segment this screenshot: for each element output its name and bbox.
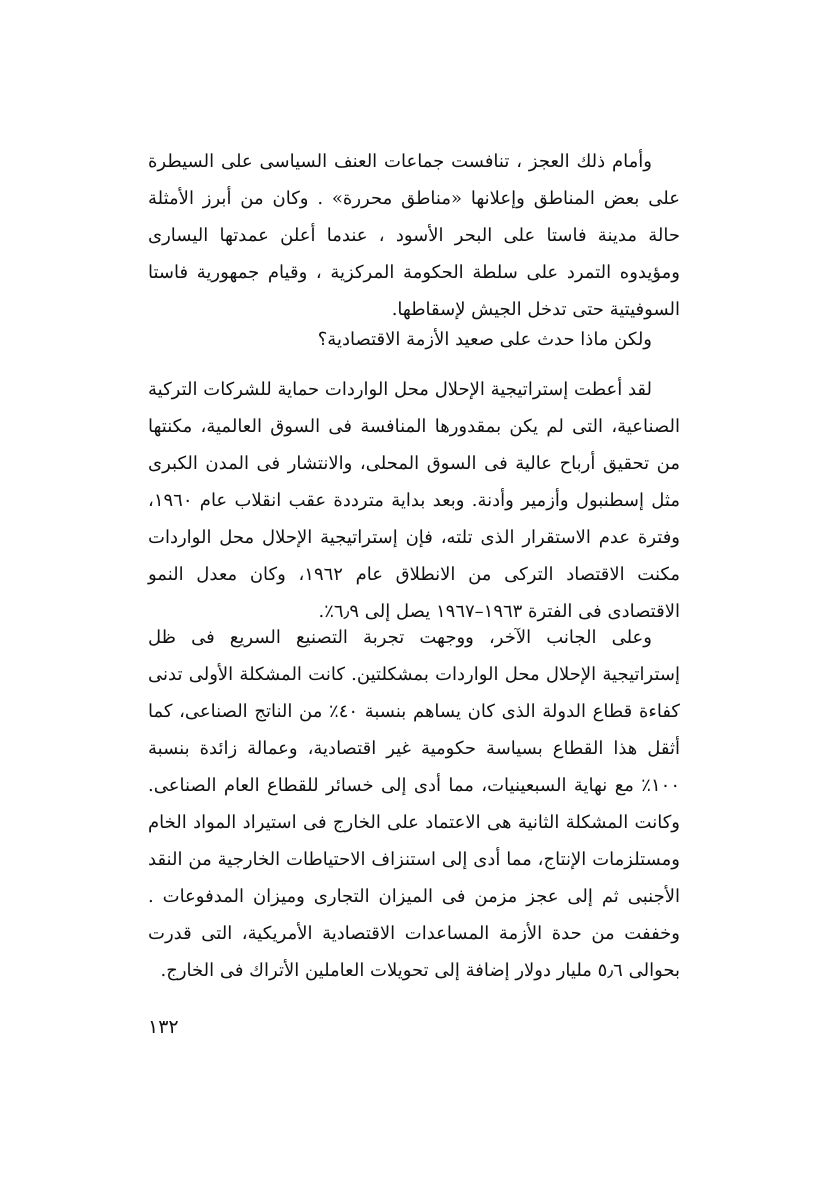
paragraph-violence-groups [148,143,680,328]
paragraph-text: ولكن ماذا حدث على صعيد الأزمة الاقتصادية؟ [317,329,652,350]
paragraph-import-substitution [148,371,680,630]
paragraph-text: وعلى الجانب الآخر، ووجهت تجربة التصنيع السريع فى ظل إستراتيجية الإحلال محل الواردات بمشكلتين. كانت المشكلة الأولى تدنى كفاءة قطاع الدولة الذى كان يساهم بنسبة ٤٠٪ من الناتج الصناعى، كما أثقل هذا القطاع بسياسة حكومية غير اقتصادية، وعمالة زائدة بنسبة ١٠٠٪ مع نهاية السبعينيات، مما أدى إلى خسائر للقطاع العام الصناعى. وكانت المشكلة الثانية هى الاعتماد على الخارج فى استيراد المواد الخام ومستلزمات الإنتاج، مما أدى إلى استنزاف الاحتياطات الخارجية من النقد الأجنبى ثم إلى عجز مزمن فى الميزان التجارى وميزان المدفوعات . وخففت من حدة الأزمة المساعدات الاقتصادية الأمريكية، التى قدرت بحوالى ٥٫٦ مليار دولار إضافة إلى تحويلات العاملين الأتراك فى الخارج. [148,627,680,981]
paragraph-text: لقد أعطت إستراتيجية الإحلال محل الواردات حماية للشركات التركية الصناعية، التى لم يكن بمقدورها المنافسة فى السوق العالمية، مكنتها من تحقيق أرباح عالية فى السوق المحلى، والانتشار فى المدن الكبرى مثل إسطنبول وأزمير وأدنة. وبعد بداية مترددة عقب انقلاب عام ١٩٦٠، وفترة عدم الاستقرار الذى تلته، فإن إستراتيجية الإحلال محل الواردات مكنت الاقتصاد التركى من الانطلاق عام ١٩٦٢، وكان معدل النمو الاقتصادى فى الفترة ١٩٦٣–١٩٦٧ يصل إلى ٦٫٩٪. [148,379,680,622]
paragraph-text: وأمام ذلك العجز ، تنافست جماعات العنف السياسى على السيطرة على بعض المناطق وإعلانها «مناطق محررة» . وكان من أبرز الأمثلة حالة مدينة فاستا على البحر الأسود ، عندما أعلن عمدتها اليسارى ومؤيدوه التمرد على سلطة الحكومة المركزية ، وقيام جمهورية فاستا السوفيتية حتى تدخل الجيش لإسقاطها. [148,151,680,320]
paragraph-question [148,321,680,358]
paragraph-two-problems [148,619,680,989]
page-number: ١٣٢ [148,1016,179,1038]
